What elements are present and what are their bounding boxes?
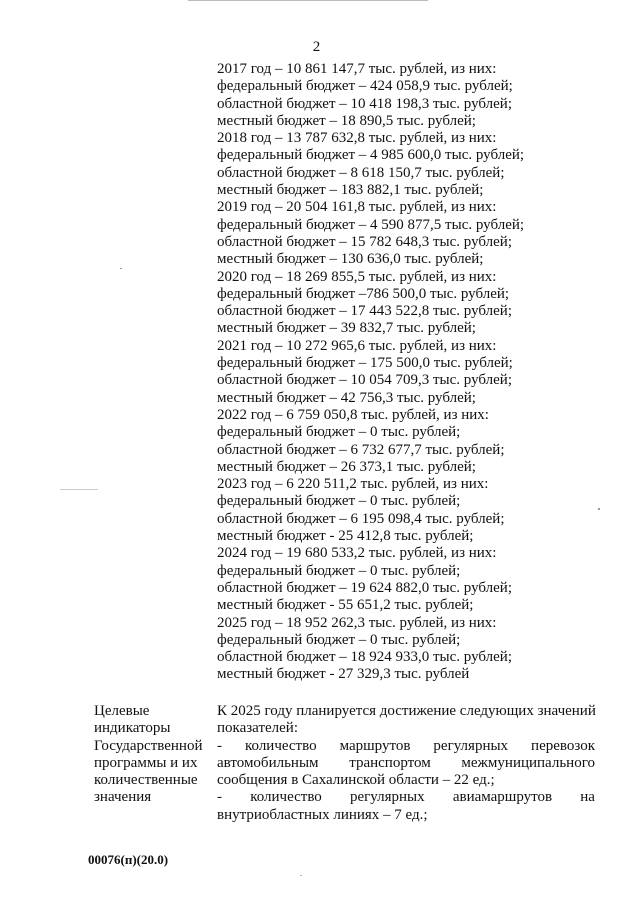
budget-line: федеральный бюджет – 4 590 877,5 тыс. рублей; xyxy=(217,216,525,233)
budget-line: федеральный бюджет – 175 500,0 тыс. рублей; xyxy=(217,355,513,372)
budget-line: областной бюджет – 17 443 522,8 тыс. рублей; xyxy=(217,303,512,320)
indicator-text-line xyxy=(217,703,595,720)
indicator-label-line: количественные xyxy=(94,772,198,789)
indicator-text-line xyxy=(217,755,595,772)
indicator-text-line xyxy=(217,738,595,755)
indicator-label-line: Целевые xyxy=(94,703,150,719)
budget-financing-block xyxy=(217,61,597,684)
budget-line: местный бюджет – 183 882,1 тыс. рублей; xyxy=(217,182,484,199)
indicator-word: на xyxy=(580,789,595,806)
indicator-word: К 2025 году планируется достижение следующих значений xyxy=(217,703,596,719)
budget-line: местный бюджет - 25 412,8 тыс. рублей; xyxy=(217,528,474,545)
budget-line: 2020 год – 18 269 855,5 тыс. рублей, из них: xyxy=(217,268,497,285)
budget-line: областной бюджет – 19 624 882,0 тыс. рублей; xyxy=(217,579,512,596)
budget-line: 2019 год – 20 504 161,8 тыс. рублей, из них: xyxy=(217,199,497,216)
budget-line: федеральный бюджет – 4 985 600,0 тыс. рублей; xyxy=(217,147,525,164)
indicator-word: авиамаршрутов xyxy=(452,789,553,806)
budget-line: областной бюджет – 6 732 677,7 тыс. рублей; xyxy=(217,441,505,458)
target-indicators-text xyxy=(217,703,595,824)
top-scan-rule xyxy=(188,0,428,1)
indicator-word: маршрутов xyxy=(339,737,411,754)
indicator-word: - xyxy=(217,737,222,754)
indicator-word: показателей: xyxy=(217,720,298,737)
scan-speck xyxy=(598,508,600,510)
indicator-word: сообщения в Сахалинской области – 22 ед.; xyxy=(217,772,495,789)
budget-line: областной бюджет – 15 782 648,3 тыс. рублей; xyxy=(217,233,512,250)
indicator-label-line: Государственной xyxy=(94,737,203,754)
budget-line: федеральный бюджет – 424 058,9 тыс. рублей; xyxy=(217,78,513,95)
indicator-label-line: программы и их xyxy=(94,754,198,771)
budget-line: федеральный бюджет – 0 тыс. рублей; xyxy=(217,424,461,441)
budget-line: 2025 год – 18 952 262,3 тыс. рублей, из них: xyxy=(217,614,497,631)
indicator-word: перевозок xyxy=(531,737,595,754)
budget-line: местный бюджет - 27 329,3 тыс. рублей xyxy=(217,666,470,683)
scan-speck xyxy=(120,268,122,269)
budget-line: областной бюджет – 6 195 098,4 тыс. рублей; xyxy=(217,510,505,527)
budget-line: федеральный бюджет – 0 тыс. рублей; xyxy=(217,631,461,648)
budget-line: областной бюджет – 8 618 150,7 тыс. рублей; xyxy=(217,164,505,181)
budget-line: 2023 год – 6 220 511,2 тыс. рублей, из них: xyxy=(217,476,489,493)
indicator-word: автомобильным xyxy=(217,754,319,771)
budget-line: федеральный бюджет – 0 тыс. рублей; xyxy=(217,493,461,510)
budget-line: областной бюджет – 10 418 198,3 тыс. рублей; xyxy=(217,95,512,112)
indicator-word: - xyxy=(217,789,222,806)
budget-line: местный бюджет – 39 832,7 тыс. рублей; xyxy=(217,320,476,337)
indicator-label-line: значения xyxy=(94,789,152,806)
indicator-word: регулярных xyxy=(349,789,425,806)
budget-line: местный бюджет – 26 373,1 тыс. рублей; xyxy=(217,458,476,475)
indicator-word: внутриобластных линиях – 7 ед.; xyxy=(217,806,428,823)
indicator-label-line: индикаторы xyxy=(94,720,171,737)
indicator-text-line xyxy=(217,720,595,737)
indicator-word: количество xyxy=(250,789,322,806)
budget-line: 2024 год – 19 680 533,2 тыс. рублей, из них: xyxy=(217,545,497,562)
budget-line: 2021 год – 10 272 965,6 тыс. рублей, из них: xyxy=(217,337,497,354)
indicator-word: количество xyxy=(244,737,317,754)
indicator-word: межмуниципального xyxy=(461,754,595,771)
budget-line: федеральный бюджет – 0 тыс. рублей; xyxy=(217,562,461,579)
page-number: 2 xyxy=(312,39,321,55)
indicator-text-line xyxy=(217,772,595,789)
budget-line: 2017 год – 10 861 147,7 тыс. рублей, из них: xyxy=(217,61,497,77)
document-code: 00076(п)(20.0) xyxy=(88,852,169,867)
indicator-text-line xyxy=(217,807,595,824)
target-indicators-label xyxy=(94,703,212,807)
budget-line: областной бюджет – 10 054 709,3 тыс. рублей; xyxy=(217,372,512,389)
indicator-word: транспортом xyxy=(349,754,431,771)
budget-line: 2022 год – 6 759 050,8 тыс. рублей, из них: xyxy=(217,406,489,423)
budget-line: местный бюджет – 18 890,5 тыс. рублей; xyxy=(217,112,476,129)
scan-speck xyxy=(300,875,302,876)
budget-line: федеральный бюджет –786 500,0 тыс. рублей; xyxy=(217,285,510,302)
indicator-text-line xyxy=(217,789,595,806)
scan-speck xyxy=(60,489,98,490)
budget-line: местный бюджет – 42 756,3 тыс. рублей; xyxy=(217,389,476,406)
budget-line: местный бюджет - 55 651,2 тыс. рублей; xyxy=(217,597,474,614)
indicator-word: регулярных xyxy=(433,737,509,754)
budget-line: местный бюджет – 130 636,0 тыс. рублей; xyxy=(217,251,484,268)
budget-line: областной бюджет – 18 924 933,0 тыс. рублей; xyxy=(217,649,512,666)
budget-line: 2018 год – 13 787 632,8 тыс. рублей, из них: xyxy=(217,130,497,147)
